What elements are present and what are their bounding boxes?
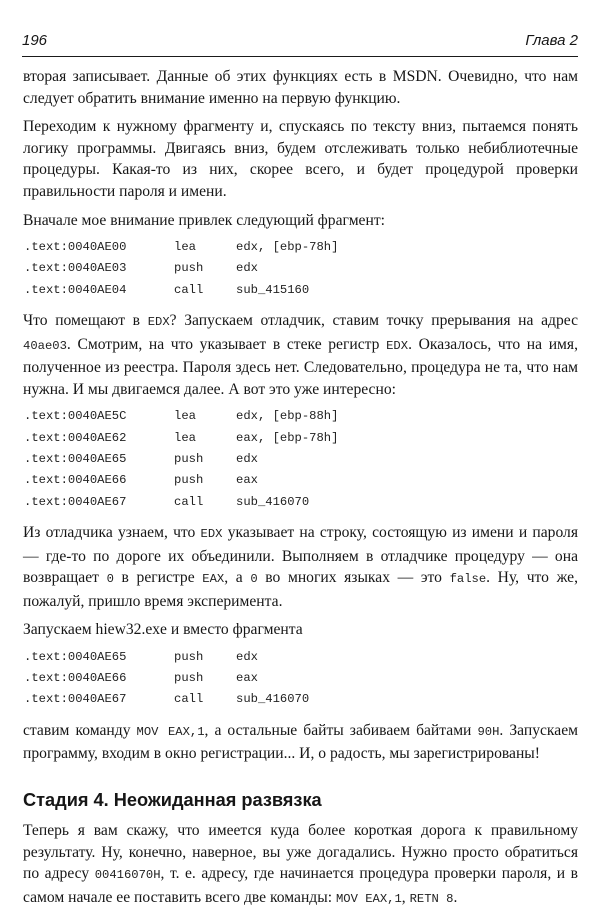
paragraph-4: Что помещают в EDX? Запускаем отладчик, ставим точку прерывания на адрес 40ae03. Смотрим, на что указывает в стеке регистр EDX. Оказалось, что на имя, полученное из реестра. Пароля здесь нет. Следовательно, процедура не та, что нам нужна. И мы двигаемся далее. А вот это уже интересно: — [23, 312, 578, 398]
section-heading: Стадия 4. Неожиданная развязка — [23, 789, 322, 810]
paragraph-6: Запускаем hiew32.exe и вместо фрагмента — [23, 621, 303, 639]
paragraph-5: Из отладчика узнаем, что EDX указывает на строку, состоящую из имени и пароля — где-то по дороге их объединили. Выполняем в отладчике процедуру — она возвращает 0 в регистре EAX, а 0 во многих языках — это false. Ну, что же, пожалуй, пришло время эксперимента. — [23, 523, 578, 610]
code-line: .text:0040AE67 call sub_416070 — [24, 494, 310, 509]
code-line: .text:0040AE65 push edx — [24, 649, 258, 664]
code-line: .text:0040AE5C lea edx, [ebp-88h] — [24, 409, 339, 424]
paragraph-8: Теперь я вам скажу, что имеется куда более короткая дорога к правильному результату. Ну, конечно, наверное, вы уже догадались. Нужно просто обратиться по адресу 00416070H, т. е. адресу, где начинается процедура проверки пароля, и в самом начале ее поставить всего две команды: MOV EAX,1, RETN 8. — [23, 821, 578, 906]
chapter-title: Глава 2 — [525, 32, 578, 49]
code-line: .text:0040AE62 lea eax, [ebp-78h] — [24, 430, 339, 445]
code-line: .text:0040AE66 push eax — [24, 671, 258, 686]
page-body — [23, 66, 578, 910]
code-line: .text:0040AE00 lea edx, [ebp-78h] — [24, 240, 339, 255]
code-line: .text:0040AE67 call sub_416070 — [24, 692, 310, 707]
code-block-3 — [23, 648, 578, 712]
paragraph-1: вторая записывает. Данные об этих функциях есть в MSDN. Очевидно, что нам следует обратить внимание именно на первую функцию. — [23, 68, 578, 107]
page-number: 196 — [22, 32, 48, 49]
paragraph-7: ставим команду MOV EAX,1, а остальные байты забиваем байтами 90H. Запускаем программу, входим в окно регистрации... И, о радость, мы зарегистрированы! — [23, 721, 578, 763]
code-block-1 — [23, 238, 578, 302]
code-block-2 — [23, 407, 578, 513]
paragraph-3: Вначале мое внимание привлек следующий фрагмент: — [23, 211, 385, 229]
code-line: .text:0040AE66 push eax — [24, 473, 258, 488]
paragraph-2: Переходим к нужному фрагменту и, спускаясь по тексту вниз, пытаемся понять логику программы. Двигаясь вниз, будем отслеживать только небиблиотечные процедуры. Какая-то из них, скорее всего, и будет процедурой проверки правильности пароля и имени. — [23, 118, 578, 200]
code-line: .text:0040AE04 call sub_415160 — [24, 282, 310, 297]
code-line: .text:0040AE03 push edx — [24, 261, 258, 276]
page-header — [22, 28, 578, 57]
code-line: .text:0040AE65 push edx — [24, 452, 258, 467]
